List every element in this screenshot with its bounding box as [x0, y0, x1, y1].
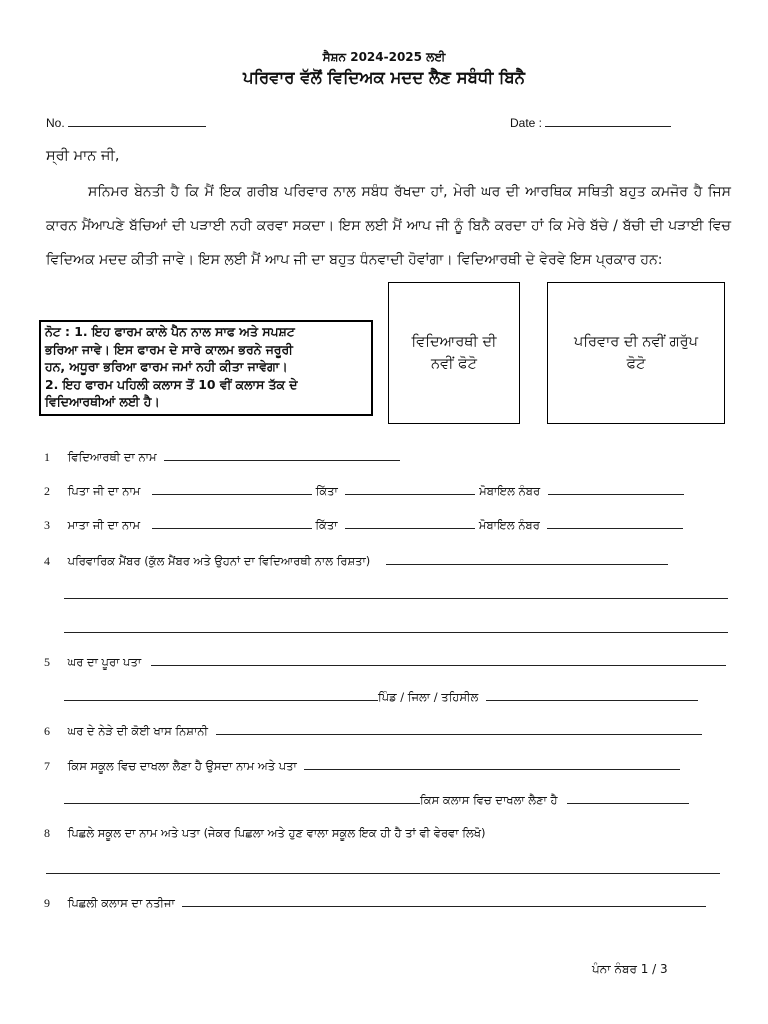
student-photo-label: ਵਿਦਿਆਰਥੀ ਦੀ — [411, 334, 497, 350]
letter-body — [46, 175, 731, 277]
field-admission-class[interactable] — [64, 793, 689, 808]
family-members-blank-line[interactable] — [64, 597, 728, 599]
field-number: 6 — [44, 724, 50, 738]
father-name-blank[interactable] — [152, 493, 312, 495]
address-blank-line[interactable] — [64, 699, 378, 701]
mother-occupation-blank[interactable] — [345, 527, 475, 529]
family-members-blank-line[interactable] — [64, 631, 728, 633]
family-members-blank[interactable] — [386, 563, 668, 565]
field-label: ਵਿਦਿਆਰਥੀ ਦਾ ਨਾਮ — [67, 450, 157, 464]
date-field[interactable] — [510, 116, 671, 130]
note-line: ਹਨ, ਅਧੂਰਾ ਭਰਿਆ ਫਾਰਮ ਜਮਾਂ ਨਹੀ ਕੀਤਾ ਜਾਵੇਗਾ। — [45, 359, 288, 374]
admission-class-blank[interactable] — [567, 802, 689, 804]
village-district-blank[interactable] — [486, 699, 698, 701]
field-label: ਘਰ ਦਾ ਪੂਰਾ ਪਤਾ — [67, 655, 142, 669]
father-occupation-blank[interactable] — [345, 493, 475, 495]
field-address[interactable] — [44, 655, 726, 670]
previous-result-blank[interactable] — [182, 905, 706, 907]
student-photo-label: ਨਵੀਂ ਫੋਟੋ — [431, 356, 477, 372]
field-label: ਪਿਤਾ ਜੀ ਦਾ ਨਾਮ — [67, 484, 141, 498]
previous-school-blank[interactable] — [46, 872, 720, 874]
field-father[interactable] — [44, 484, 684, 499]
field-address-line2[interactable] — [64, 690, 698, 705]
field-admission-school[interactable] — [44, 759, 680, 774]
field-label: ਘਰ ਦੇ ਨੇੜੇ ਦੀ ਕੋਈ ਖਾਸ ਨਿਸ਼ਾਨੀ — [67, 724, 208, 738]
field-label: ਪਿਛਲੇ ਸਕੂਲ ਦਾ ਨਾਮ ਅਤੇ ਪਤਾ (ਜੇਕਰ ਪਿਛਲਾ ਅਤੇ ਹੁਣ ਵਾਲਾ ਸਕੂਲ ਇਕ ਹੀ ਹੈ ਤਾਂ ਵੀ ਵੇਰਵਾ ਲਿਖੋ) — [67, 826, 486, 840]
date-blank[interactable] — [545, 125, 671, 127]
family-photo-box[interactable] — [547, 282, 725, 424]
field-landmark[interactable] — [44, 724, 702, 739]
admission-class-label: ਕਿਸ ਕਲਾਸ ਵਿਚ ਦਾਖਲਾ ਲੈਣਾ ਹੈ — [420, 793, 558, 807]
field-student-name[interactable] — [44, 450, 400, 465]
field-previous-school[interactable] — [44, 826, 486, 841]
village-district-label: ਪਿੰਡ / ਜਿਲਾ / ਤਹਿਸੀਲ — [378, 690, 479, 704]
salutation: ਸ੍ਰੀ ਮਾਨ ਜੀ, — [46, 148, 120, 164]
field-previous-result[interactable] — [44, 896, 706, 911]
field-number: 3 — [44, 518, 50, 532]
number-field[interactable] — [46, 116, 206, 130]
note-line: 2. ਇਹ ਫਾਰਮ ਪਹਿਲੀ ਕਲਾਸ ਤੋਂ 10 ਵੀਂ ਕਲਾਸ ਤੱਕ ਦੇ — [45, 376, 298, 392]
admission-school-blank[interactable] — [304, 768, 680, 770]
field-label: ਪਿਛਲੀ ਕਲਾਸ ਦਾ ਨਤੀਜਾ — [67, 896, 175, 910]
field-number: 9 — [44, 896, 50, 910]
field-number: 2 — [44, 484, 50, 498]
landmark-blank[interactable] — [216, 733, 702, 735]
field-label: ਪਰਿਵਾਰਿਕ ਮੈਂਬਰ (ਕੁੱਲ ਮੈਂਬਰ ਅਤੇ ਉਹਨਾਂ ਦਾ ਵਿਦਿਆਰਥੀ ਨਾਲ ਰਿਸ਼ਤਾ) — [67, 554, 371, 568]
field-label: ਮਾਤਾ ਜੀ ਦਾ ਨਾਮ — [67, 518, 141, 532]
letter-body-text: ਸਨਿਮਰ ਬੇਨਤੀ ਹੈ ਕਿ ਮੈਂ ਇਕ ਗਰੀਬ ਪਰਿਵਾਰ ਨਾਲ ਸਬੰਧ ਰੱਖਦਾ ਹਾਂ, ਮੇਰੀ ਘਰ ਦੀ ਆਰਥਿਕ ਸਥਿਤੀ ਬਹੁਤ ਕਮਜੋਰ ਹੈ ਜਿਸ ਕਾਰਨ ਮੈਂਆਪਣੇ ਬੱਚਿਆਂ ਦੀ ਪੜਾਈ ਨਹੀ ਕਰਵਾ ਸਕਦਾ। ਇਸ ਲਈ ਮੈਂ ਆਪ ਜੀ ਨੂੰ ਬਿਨੈ ਕਰਦਾ ਹਾਂ ਕਿ ਮੇਰੇ ਬੱਚੇ / ਬੱਚੀ ਦੀ ਪੜਾਈ ਵਿਚ ਵਿਦਿਅਕ ਮਦਦ ਕੀਤੀ ਜਾਵੇ। ਇਸ ਲਈ ਮੈਂ ਆਪ ਜੀ ਦਾ ਬਹੁਤ ਧੰਨਵਾਦੀ ਹੋਵਾਂਗਾ। ਵਿਦਿਆਰਥੀ ਦੇ ਵੇਰਵੇ ਇਸ ਪ੍ਰਕਾਰ ਹਨ: — [46, 184, 731, 268]
page-number: ਪੰਨਾ ਨੰਬਰ 1 / 3 — [592, 962, 668, 976]
mother-name-blank[interactable] — [152, 527, 312, 529]
field-label: ਕਿਸ ਸਕੂਲ ਵਿਚ ਦਾਖਲਾ ਲੈਣਾ ਹੈ ਉਸਦਾ ਨਾਮ ਅਤੇ ਪਤਾ — [67, 759, 297, 773]
number-label: No. — [46, 116, 65, 130]
occupation-label: ਕਿੱਤਾ — [315, 518, 338, 532]
mobile-label: ਮੋਬਾਇਲ ਨੰਬਰ — [478, 518, 540, 532]
field-number: 4 — [44, 554, 50, 568]
student-name-blank[interactable] — [164, 459, 400, 461]
mobile-label: ਮੋਬਾਇਲ ਨੰਬਰ — [479, 484, 541, 498]
field-number: 7 — [44, 759, 50, 773]
note-line: ਭਰਿਆ ਜਾਵੇ। ਇਸ ਫਾਰਮ ਦੇ ਸਾਰੇ ਕਾਲਮ ਭਰਨੇ ਜਰੂਰੀ — [45, 341, 293, 357]
address-blank[interactable] — [151, 664, 726, 666]
form-title: ਪਰਿਵਾਰ ਵੱਲੋਂ ਵਿਦਿਅਕ ਮਦਦ ਲੈਣ ਸਬੰਧੀ ਬਿਨੈ — [243, 68, 525, 87]
session-heading: ਸੈਸ਼ਨ 2024-2025 ਲਈ — [322, 50, 446, 64]
date-label: Date : — [510, 116, 543, 130]
admission-school-blank-line[interactable] — [64, 802, 420, 804]
mother-mobile-blank[interactable] — [547, 527, 683, 529]
occupation-label: ਕਿੱਤਾ — [315, 484, 338, 498]
note-line: ਨੋਟ : 1. ਇਹ ਫਾਰਮ ਕਾਲੇ ਪੈੱਨ ਨਾਲ ਸਾਫ ਅਤੇ ਸਪਸ਼ਟ — [45, 324, 295, 339]
field-mother[interactable] — [44, 518, 683, 533]
field-number: 1 — [44, 450, 50, 464]
family-photo-label: ਪਰਿਵਾਰ ਦੀ ਨਵੀਂ ਗਰੁੱਪ — [574, 334, 698, 350]
field-number: 5 — [44, 655, 50, 669]
family-photo-label: ਫੋਟੋ — [626, 356, 646, 372]
note-box — [39, 320, 373, 416]
field-number: 8 — [44, 826, 50, 840]
student-photo-box[interactable] — [388, 282, 520, 424]
field-family-members[interactable] — [44, 554, 668, 569]
number-blank[interactable] — [68, 125, 206, 127]
note-line: ਵਿਦਿਆਰਥੀਆਂ ਲਈ ਹੈ। — [45, 394, 160, 409]
father-mobile-blank[interactable] — [548, 493, 684, 495]
